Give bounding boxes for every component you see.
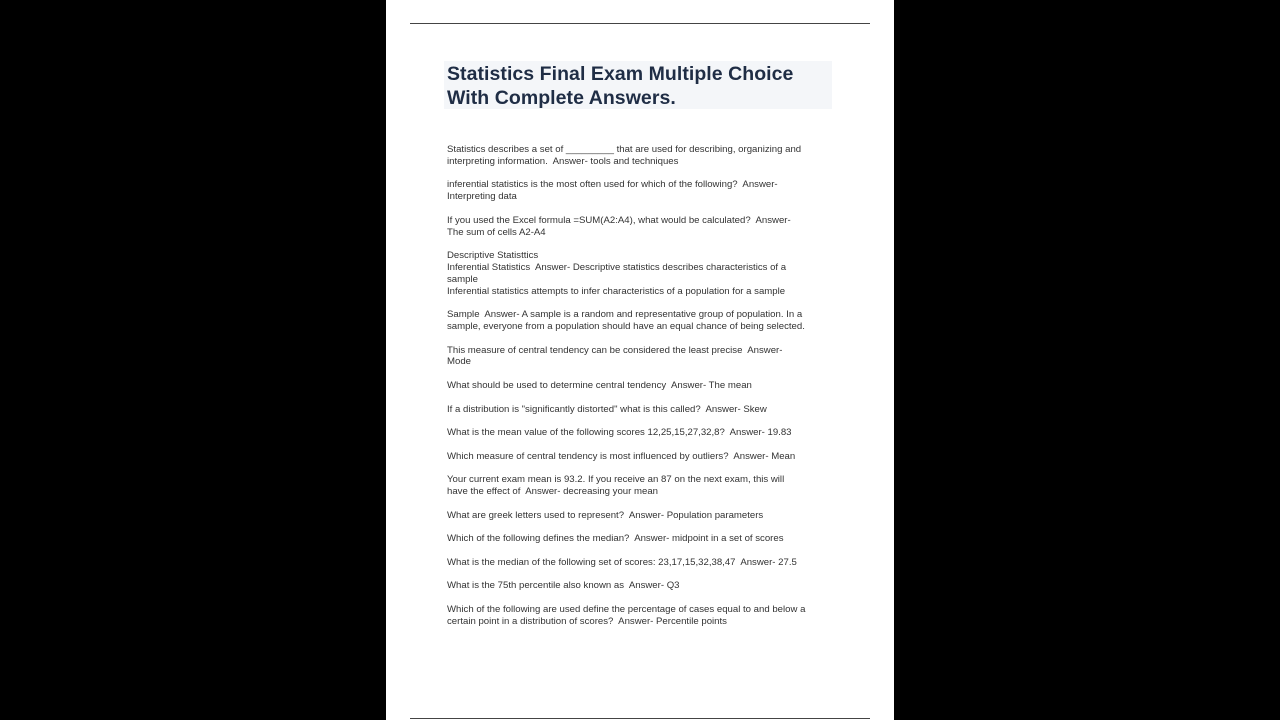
qa-item: Which of the following are used define the percentage of cases equal to and below a certain point in a distribution of scores? Answer- Percentile points	[447, 604, 806, 627]
qa-item: Your current exam mean is 93.2. If you receive an 87 on the next exam, this will have the effect of Answer- decreasing your mean	[447, 474, 785, 498]
qa-item: inferential statistics is the most often used for which of the following? Answer- Interpreting data	[447, 179, 778, 203]
bottom-divider	[410, 718, 870, 719]
qa-item: Sample Answer- A sample is a random and representative group of population. In a sample, everyone from a population should have an equal chance of being selected.	[447, 309, 805, 332]
qa-item: What are greek letters used to represent? Answer- Population parameters	[447, 509, 764, 521]
qa-item: If a distribution is "significantly distorted" what is this called? Answer- Skew	[447, 403, 767, 415]
title-banner	[444, 61, 832, 109]
qa-item: What is the 75th percentile also known as Answer- Q3	[447, 580, 680, 592]
document-title: Statistics Final Exam Multiple Choice With Complete Answers.	[447, 63, 794, 109]
qa-item: Which measure of central tendency is most influenced by outliers? Answer- Mean	[447, 450, 796, 462]
qa-item: Which of the following defines the median? Answer- midpoint in a set of scores	[447, 533, 784, 545]
qa-item: What should be used to determine central tendency Answer- The mean	[447, 379, 752, 391]
question-answer-list	[447, 144, 833, 639]
qa-item: If you used the Excel formula =SUM(A2:A4), what would be calculated? Answer- The sum of cells A2-A4	[447, 214, 791, 238]
top-divider	[410, 23, 870, 24]
qa-item: What is the mean value of the following scores 12,25,15,27,32,8? Answer- 19.83	[447, 427, 792, 439]
qa-item: What is the median of the following set of scores: 23,17,15,32,38,47 Answer- 27.5	[447, 556, 797, 568]
document-page	[386, 0, 894, 720]
qa-item: Descriptive Statisttics Inferential Statistics Answer- Descriptive statistics describes characteristics of a sample Inferential statistics attempts to infer characteristics of a population for a sample	[447, 250, 787, 297]
qa-item: Statistics describes a set of _________ that are used for describing, organizing and interpreting information. Answer- tools and techniques	[447, 144, 802, 167]
qa-item: This measure of central tendency can be considered the least precise Answer- Mode	[447, 344, 783, 368]
